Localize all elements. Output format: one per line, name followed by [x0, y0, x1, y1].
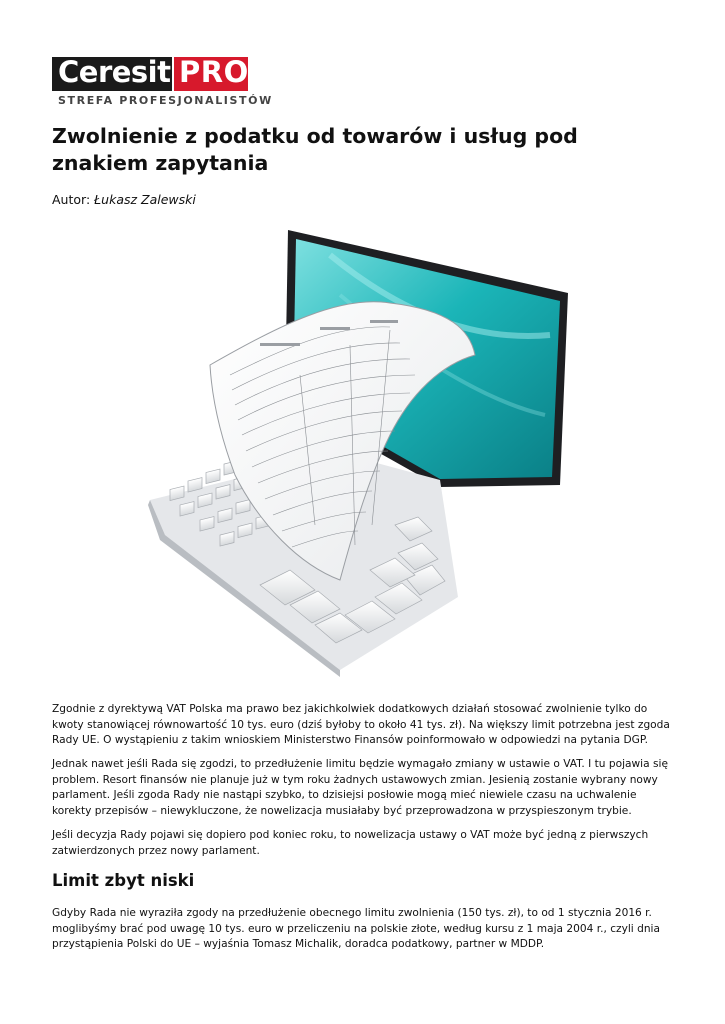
paragraph-1: Zgodnie z dyrektywą VAT Polska ma prawo bez jakichkolwiek dodatkowych działań stosować zwolnienie tylko do kwoty stanowiącej równowartość 10 tys. euro (dziś byłoby to około 41 tys. zł). Na większy limit potrzebna jest zgoda Rady UE. O wystąpieniu z takim wnioskiem Ministerstwo Finansów poinformowało w odpowiedzi na pytania DGP.	[52, 703, 670, 746]
logo-tagline: STREFA PROFESJONALISTÓW	[58, 94, 273, 107]
author-line	[52, 192, 196, 207]
article-title: Zwolnienie z podatku od towarów i usług pod znakiem zapytania	[52, 124, 578, 175]
invoice-from-monitor-illustration	[140, 225, 580, 685]
ceresit-pro-logo	[52, 55, 273, 110]
logo-brand-block	[52, 57, 172, 91]
paragraph-2: Jednak nawet jeśli Rada się zgodzi, to przedłużenie limitu będzie wymagało zmiany w ustawie o VAT. I tu pojawia się problem. Resort finansów nie planuje już w tym roku żadnych ustawowych zmian. Jesienią zostanie wybrany nowy parlament. Jeśli zgoda Rady nie nastąpi szybko, to dzisiejsi posłowie mogą mieć niewiele czasu na uchwalenie korekty przepisów – niewykluczone, że nowelizacja musiałaby być przeprowadzona w przyspieszonym trybie.	[52, 758, 668, 817]
logo-brand-text: Ceresit	[58, 55, 171, 89]
section-heading: Limit zbyt niski	[52, 871, 195, 890]
logo-badge-text: PRO	[179, 55, 249, 89]
section-paragraph: Gdyby Rada nie wyraziła zgody na przedłużenie obecnego limitu zwolnienia (150 tys. zł), to od 1 stycznia 2016 r. moglibyśmy brać pod uwagę 10 tys. euro w przeliczeniu na polskie złote, według kursu z 1 maja 2004 r., czyli dnia przystąpienia Polski do UE – wyjaśnia Tomasz Michalik, doradca podatkowy, partner w MDDP.	[52, 907, 660, 950]
paragraph-3: Jeśli decyzja Rady pojawi się dopiero pod koniec roku, to nowelizacja ustawy o VAT może być jedną z pierwszych zatwierdzonych przez nowy parlament.	[52, 829, 649, 857]
author-name: Łukasz Zalewski	[94, 192, 196, 207]
author-label: Autor:	[52, 192, 91, 207]
logo-badge-block	[174, 57, 248, 91]
